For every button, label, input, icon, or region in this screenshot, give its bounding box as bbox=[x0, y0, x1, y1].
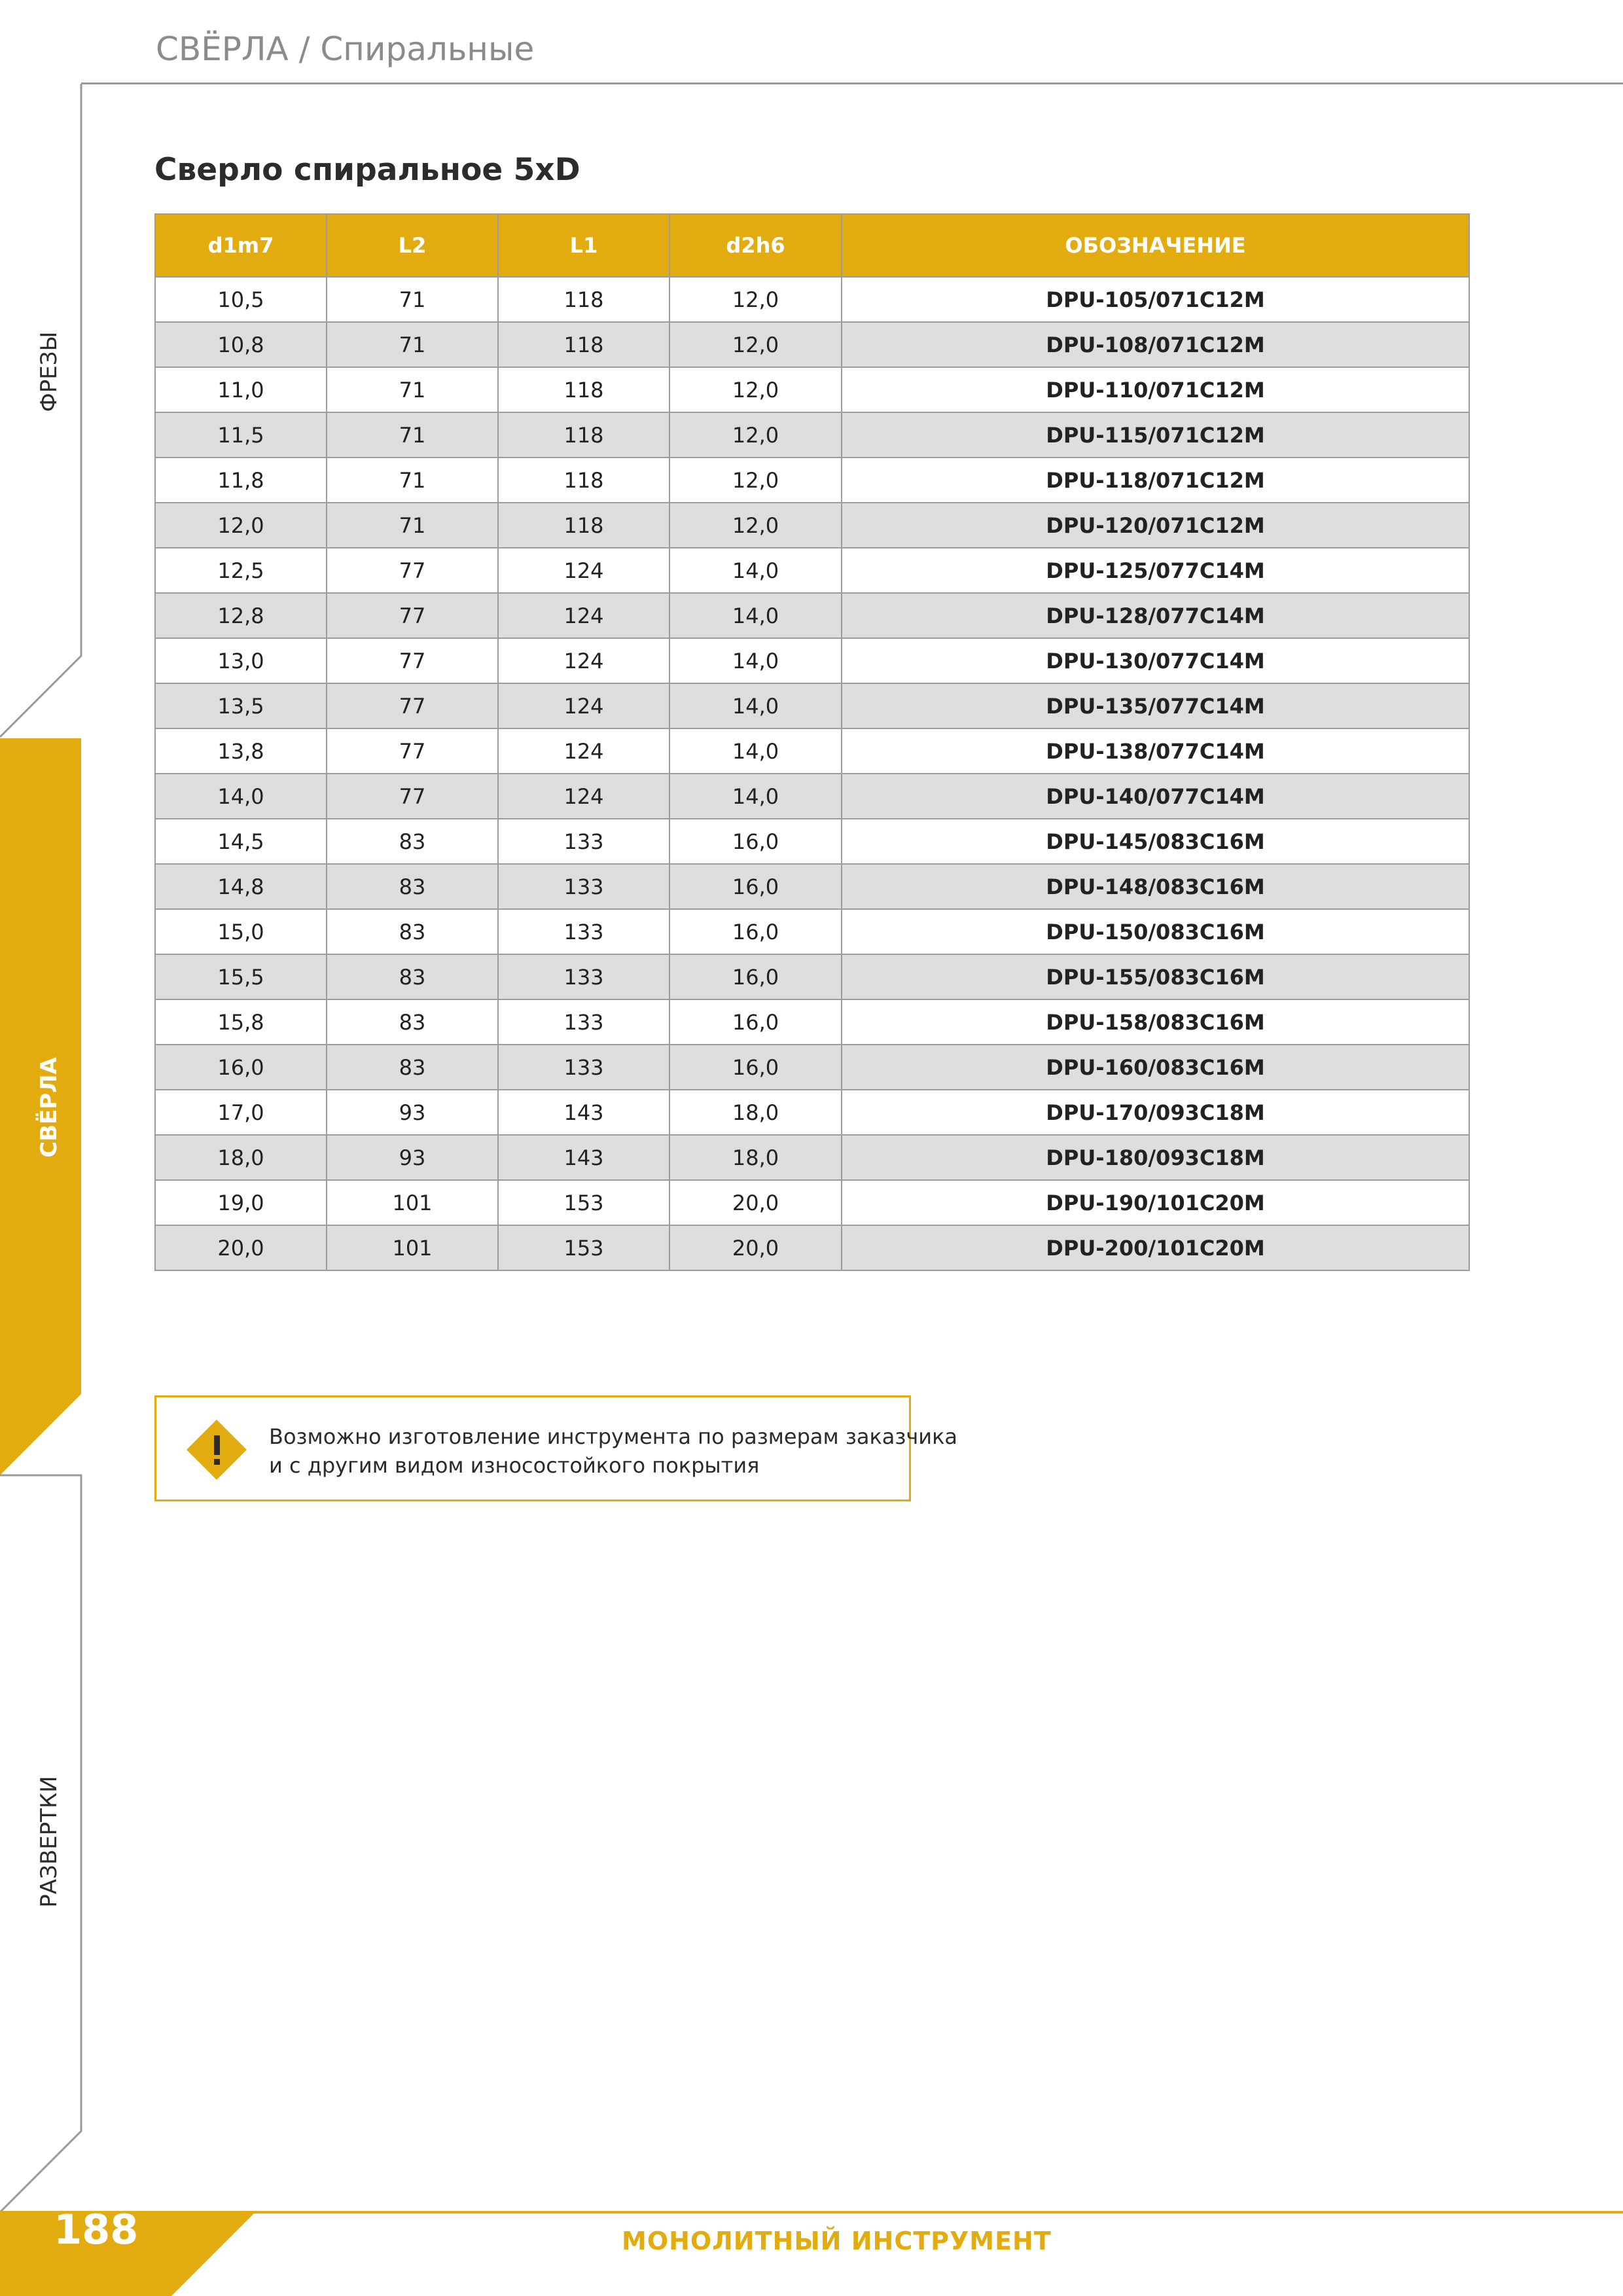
cell-d1m7: 15,0 bbox=[155, 909, 327, 954]
cell-d2h6: 18,0 bbox=[669, 1090, 842, 1135]
cell-d1m7: 11,5 bbox=[155, 412, 327, 457]
cell-d2h6: 12,0 bbox=[669, 277, 842, 322]
cell-l1: 124 bbox=[498, 548, 669, 593]
note-box bbox=[154, 1395, 958, 1501]
table-row bbox=[155, 593, 1469, 638]
cell-designation: DPU-108/071C12M bbox=[842, 322, 1469, 367]
footer-title: МОНОЛИТНЫЙ ИНСТРУМЕНТ bbox=[622, 2227, 1052, 2255]
cell-d2h6: 14,0 bbox=[669, 548, 842, 593]
cell-l1: 153 bbox=[498, 1180, 669, 1225]
cell-d1m7: 13,0 bbox=[155, 638, 327, 683]
table-row bbox=[155, 548, 1469, 593]
cell-l2: 71 bbox=[327, 277, 498, 322]
table-row bbox=[155, 999, 1469, 1045]
section-title: Сверло спиральное 5xD bbox=[154, 152, 580, 188]
cell-designation: DPU-200/101C20M bbox=[842, 1225, 1469, 1270]
cell-d2h6: 14,0 bbox=[669, 593, 842, 638]
sidebar-tab-label: ФРЕЗЫ bbox=[36, 331, 62, 412]
cell-l1: 124 bbox=[498, 638, 669, 683]
cell-l2: 93 bbox=[327, 1135, 498, 1180]
cell-d1m7: 15,8 bbox=[155, 999, 327, 1045]
cell-l2: 83 bbox=[327, 819, 498, 864]
table-row bbox=[155, 728, 1469, 774]
cell-l1: 124 bbox=[498, 683, 669, 728]
sidebar-tab-label: РАЗВЕРТКИ bbox=[36, 1776, 62, 1908]
cell-l1: 118 bbox=[498, 457, 669, 503]
table-header-row bbox=[155, 214, 1469, 277]
cell-l2: 101 bbox=[327, 1225, 498, 1270]
cell-d1m7: 15,5 bbox=[155, 954, 327, 999]
cell-d2h6: 16,0 bbox=[669, 819, 842, 864]
table-row bbox=[155, 954, 1469, 999]
cell-l1: 133 bbox=[498, 1045, 669, 1090]
cell-l2: 71 bbox=[327, 503, 498, 548]
cell-designation: DPU-125/077C14M bbox=[842, 548, 1469, 593]
cell-l1: 143 bbox=[498, 1135, 669, 1180]
cell-designation: DPU-120/071C12M bbox=[842, 503, 1469, 548]
cell-d1m7: 14,0 bbox=[155, 774, 327, 819]
cell-d1m7: 11,0 bbox=[155, 367, 327, 412]
cell-designation: DPU-155/083C16M bbox=[842, 954, 1469, 999]
table-row bbox=[155, 864, 1469, 909]
cell-d1m7: 12,0 bbox=[155, 503, 327, 548]
cell-designation: DPU-145/083C16M bbox=[842, 819, 1469, 864]
cell-l2: 93 bbox=[327, 1090, 498, 1135]
table-row bbox=[155, 457, 1469, 503]
cell-d2h6: 20,0 bbox=[669, 1180, 842, 1225]
cell-l1: 133 bbox=[498, 864, 669, 909]
cell-d1m7: 13,8 bbox=[155, 728, 327, 774]
note-line: и с другим видом износостойкого покрытия bbox=[269, 1453, 760, 1478]
note-line: Возможно изготовление инструмента по размерам заказчика bbox=[269, 1424, 958, 1449]
table-row bbox=[155, 1090, 1469, 1135]
cell-d2h6: 14,0 bbox=[669, 774, 842, 819]
cell-designation: DPU-180/093C18M bbox=[842, 1135, 1469, 1180]
cell-d1m7: 14,8 bbox=[155, 864, 327, 909]
cell-l2: 101 bbox=[327, 1180, 498, 1225]
table-row bbox=[155, 1180, 1469, 1225]
cell-l2: 71 bbox=[327, 457, 498, 503]
cell-designation: DPU-135/077C14M bbox=[842, 683, 1469, 728]
warning-icon bbox=[185, 1418, 248, 1481]
cell-l1: 118 bbox=[498, 412, 669, 457]
cell-l1: 133 bbox=[498, 999, 669, 1045]
header-divider bbox=[81, 82, 1623, 84]
cell-l1: 124 bbox=[498, 774, 669, 819]
table-row bbox=[155, 819, 1469, 864]
cell-l2: 77 bbox=[327, 774, 498, 819]
note-text bbox=[269, 1422, 957, 1480]
table-row bbox=[155, 1225, 1469, 1270]
cell-d2h6: 12,0 bbox=[669, 322, 842, 367]
cell-d2h6: 14,0 bbox=[669, 638, 842, 683]
cell-d1m7: 12,5 bbox=[155, 548, 327, 593]
table-row bbox=[155, 909, 1469, 954]
cell-d2h6: 12,0 bbox=[669, 503, 842, 548]
cell-designation: DPU-138/077C14M bbox=[842, 728, 1469, 774]
cell-l2: 77 bbox=[327, 683, 498, 728]
cell-d2h6: 14,0 bbox=[669, 683, 842, 728]
cell-designation: DPU-110/071C12M bbox=[842, 367, 1469, 412]
column-header-designation: ОБОЗНАЧЕНИЕ bbox=[842, 214, 1469, 277]
cell-l1: 118 bbox=[498, 503, 669, 548]
table-row bbox=[155, 277, 1469, 322]
side-tabs bbox=[0, 0, 85, 2296]
cell-d1m7: 16,0 bbox=[155, 1045, 327, 1090]
table-row bbox=[155, 322, 1469, 367]
cell-d2h6: 18,0 bbox=[669, 1135, 842, 1180]
cell-designation: DPU-170/093C18M bbox=[842, 1090, 1469, 1135]
cell-d2h6: 12,0 bbox=[669, 457, 842, 503]
cell-d2h6: 20,0 bbox=[669, 1225, 842, 1270]
cell-l2: 77 bbox=[327, 638, 498, 683]
cell-l2: 77 bbox=[327, 728, 498, 774]
cell-d2h6: 12,0 bbox=[669, 412, 842, 457]
cell-d1m7: 10,5 bbox=[155, 277, 327, 322]
cell-l1: 124 bbox=[498, 728, 669, 774]
cell-l2: 71 bbox=[327, 322, 498, 367]
cell-designation: DPU-158/083C16M bbox=[842, 999, 1469, 1045]
cell-designation: DPU-118/071C12M bbox=[842, 457, 1469, 503]
cell-d1m7: 13,5 bbox=[155, 683, 327, 728]
cell-l2: 83 bbox=[327, 864, 498, 909]
cell-d2h6: 12,0 bbox=[669, 367, 842, 412]
table-row bbox=[155, 1045, 1469, 1090]
table-row bbox=[155, 1135, 1469, 1180]
cell-d1m7: 12,8 bbox=[155, 593, 327, 638]
cell-designation: DPU-150/083C16M bbox=[842, 909, 1469, 954]
cell-l2: 83 bbox=[327, 954, 498, 999]
sidebar-tab-label: СВЁРЛА bbox=[36, 1057, 62, 1158]
table-row bbox=[155, 412, 1469, 457]
cell-l2: 71 bbox=[327, 367, 498, 412]
cell-d1m7: 10,8 bbox=[155, 322, 327, 367]
cell-d1m7: 19,0 bbox=[155, 1180, 327, 1225]
table-row bbox=[155, 367, 1469, 412]
cell-l2: 83 bbox=[327, 1045, 498, 1090]
cell-designation: DPU-190/101C20M bbox=[842, 1180, 1469, 1225]
cell-l1: 133 bbox=[498, 819, 669, 864]
cell-d2h6: 16,0 bbox=[669, 1045, 842, 1090]
table-row bbox=[155, 683, 1469, 728]
cell-d2h6: 14,0 bbox=[669, 728, 842, 774]
cell-l1: 153 bbox=[498, 1225, 669, 1270]
cell-l1: 133 bbox=[498, 954, 669, 999]
cell-d1m7: 14,5 bbox=[155, 819, 327, 864]
table-row bbox=[155, 774, 1469, 819]
cell-l1: 124 bbox=[498, 593, 669, 638]
cell-designation: DPU-160/083C16M bbox=[842, 1045, 1469, 1090]
column-header-l1: L1 bbox=[498, 214, 669, 277]
cell-designation: DPU-105/071C12M bbox=[842, 277, 1469, 322]
page-header-title: СВЁРЛА / Спиральные bbox=[156, 30, 535, 68]
cell-d2h6: 16,0 bbox=[669, 954, 842, 999]
cell-l2: 77 bbox=[327, 593, 498, 638]
cell-designation: DPU-140/077C14M bbox=[842, 774, 1469, 819]
cell-d1m7: 20,0 bbox=[155, 1225, 327, 1270]
cell-designation: DPU-130/077C14M bbox=[842, 638, 1469, 683]
cell-l2: 71 bbox=[327, 412, 498, 457]
cell-l1: 118 bbox=[498, 367, 669, 412]
table-body bbox=[155, 277, 1469, 1270]
cell-d2h6: 16,0 bbox=[669, 864, 842, 909]
cell-designation: DPU-115/071C12M bbox=[842, 412, 1469, 457]
table-row bbox=[155, 638, 1469, 683]
cell-designation: DPU-148/083C16M bbox=[842, 864, 1469, 909]
cell-designation: DPU-128/077C14M bbox=[842, 593, 1469, 638]
column-header-d2h6: d2h6 bbox=[669, 214, 842, 277]
cell-l1: 118 bbox=[498, 277, 669, 322]
cell-l1: 133 bbox=[498, 909, 669, 954]
cell-l2: 83 bbox=[327, 999, 498, 1045]
cell-l2: 77 bbox=[327, 548, 498, 593]
table-row bbox=[155, 503, 1469, 548]
spec-table bbox=[154, 213, 1470, 1271]
cell-l1: 143 bbox=[498, 1090, 669, 1135]
cell-d2h6: 16,0 bbox=[669, 999, 842, 1045]
cell-d2h6: 16,0 bbox=[669, 909, 842, 954]
column-header-d1m7: d1m7 bbox=[155, 214, 327, 277]
cell-d1m7: 11,8 bbox=[155, 457, 327, 503]
cell-l2: 83 bbox=[327, 909, 498, 954]
page-number: 188 bbox=[54, 2206, 139, 2253]
cell-d1m7: 18,0 bbox=[155, 1135, 327, 1180]
cell-l1: 118 bbox=[498, 322, 669, 367]
column-header-l2: L2 bbox=[327, 214, 498, 277]
cell-d1m7: 17,0 bbox=[155, 1090, 327, 1135]
